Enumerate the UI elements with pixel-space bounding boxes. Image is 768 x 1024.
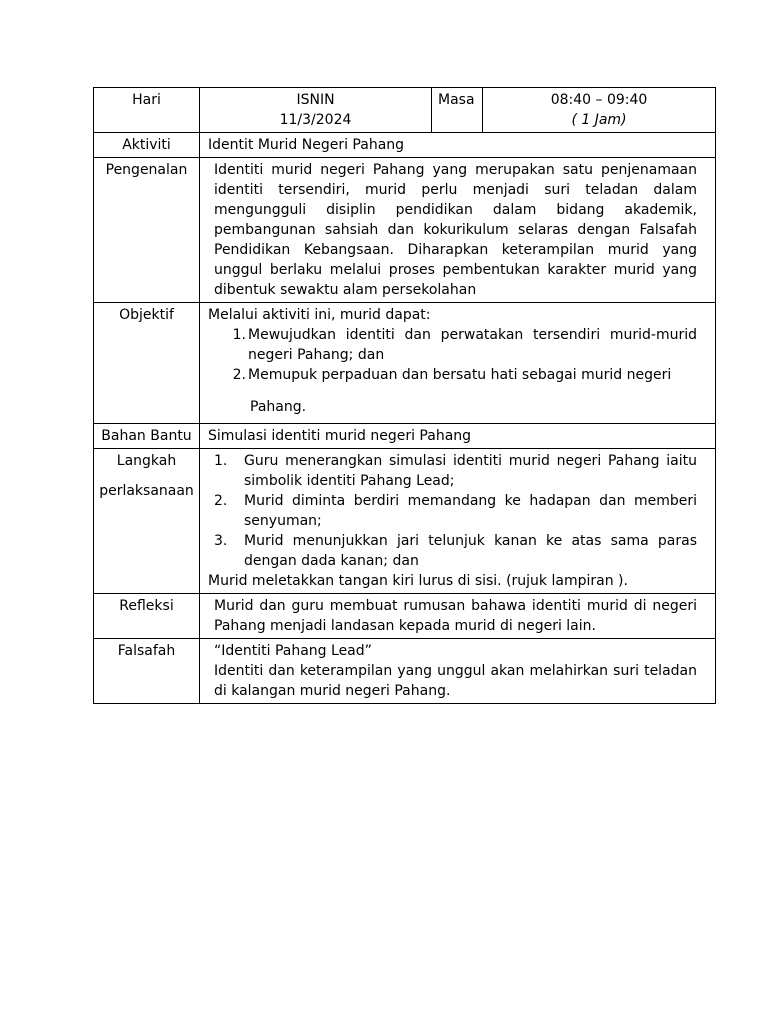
langkah-tail: Murid meletakkan tangan kiri lurus di sisi. (rujuk lampiran ). bbox=[208, 573, 628, 589]
aktiviti-row bbox=[94, 133, 716, 158]
header-row bbox=[94, 88, 716, 133]
refleksi-text: Murid dan guru membuat rumusan bahawa identiti murid di negeri Pahang menjadi landasan kepada murid di negeri lain. bbox=[200, 594, 716, 639]
objektif-row bbox=[94, 303, 716, 424]
day-text: ISNIN bbox=[296, 92, 335, 108]
objektif-intro: Melalui aktiviti ini, murid dapat: bbox=[208, 307, 431, 323]
objektif-cell bbox=[200, 303, 716, 424]
list-number: 1. bbox=[214, 453, 228, 469]
objektif-list bbox=[208, 325, 697, 385]
aktiviti-label: Aktiviti bbox=[94, 133, 200, 158]
list-item bbox=[214, 451, 697, 491]
list-text: Memupuk perpaduan dan bersatu hati sebagai murid negeri bbox=[248, 367, 672, 383]
bahan-bantu-label: Bahan Bantu bbox=[94, 424, 200, 449]
langkah-label-line1: Langkah bbox=[116, 453, 177, 469]
list-item bbox=[214, 531, 697, 571]
list-text: Guru menerangkan simulasi identiti murid negeri Pahang iaitu simbolik identiti Pahang Lead; bbox=[244, 453, 697, 489]
langkah-list bbox=[208, 451, 697, 571]
date-text: 11/3/2024 bbox=[279, 112, 352, 128]
aktiviti-value: Identit Murid Negeri Pahang bbox=[200, 133, 716, 158]
list-text: Murid diminta berdiri memandang ke hadapan dan memberi senyuman; bbox=[244, 493, 697, 529]
bahan-bantu-row bbox=[94, 424, 716, 449]
list-text: Murid menunjukkan jari telunjuk kanan ke atas sama paras dengan dada kanan; dan bbox=[244, 533, 697, 569]
objektif-label: Objektif bbox=[94, 303, 200, 424]
list-number: 1. bbox=[232, 327, 246, 343]
list-item bbox=[224, 325, 697, 365]
refleksi-label: Refleksi bbox=[94, 594, 200, 639]
pengenalan-row bbox=[94, 158, 716, 303]
langkah-row bbox=[94, 449, 716, 594]
langkah-label-line2: perlaksanaan bbox=[99, 483, 194, 499]
bahan-bantu-value: Simulasi identiti murid negeri Pahang bbox=[200, 424, 716, 449]
day-date-cell bbox=[200, 88, 432, 133]
falsafah-row bbox=[94, 639, 716, 704]
falsafah-text: Identiti dan keterampilan yang unggul akan melahirkan suri teladan di kalangan murid negeri Pahang. bbox=[214, 663, 697, 699]
pengenalan-text: Identiti murid negeri Pahang yang merupakan satu penjenamaan identiti tersendiri, murid perlu menjadi suri teladan dalam mengungguli disiplin pendidikan dalam bidang akademik, pembangunan sahsiah dan kokurikulum selaras dengan Falsafah Pendidikan Kebangsaan. Diharapkan keterampilan murid yang unggul berlaku melalui proses pembentukan karakter murid yang dibentuk sewaktu alam persekolahan bbox=[200, 158, 716, 303]
pengenalan-label: Pengenalan bbox=[94, 158, 200, 303]
hari-label: Hari bbox=[94, 88, 200, 133]
objektif-tail: Pahang. bbox=[250, 399, 307, 415]
refleksi-row bbox=[94, 594, 716, 639]
time-cell bbox=[483, 88, 716, 133]
list-item bbox=[224, 365, 697, 385]
list-number: 2. bbox=[214, 493, 228, 509]
langkah-cell bbox=[200, 449, 716, 594]
duration-text: ( 1 Jam) bbox=[571, 112, 627, 128]
list-number: 2. bbox=[232, 367, 246, 383]
list-number: 3. bbox=[214, 533, 228, 549]
falsafah-quote: “Identiti Pahang Lead” bbox=[214, 643, 372, 659]
falsafah-label: Falsafah bbox=[94, 639, 200, 704]
masa-label: Masa bbox=[432, 88, 483, 133]
lesson-plan-table bbox=[93, 87, 716, 704]
falsafah-cell bbox=[200, 639, 716, 704]
time-text: 08:40 – 09:40 bbox=[550, 92, 648, 108]
list-text: Mewujudkan identiti dan perwatakan tersendiri murid-murid negeri Pahang; dan bbox=[248, 327, 697, 363]
list-item bbox=[214, 491, 697, 531]
langkah-label bbox=[94, 449, 200, 594]
